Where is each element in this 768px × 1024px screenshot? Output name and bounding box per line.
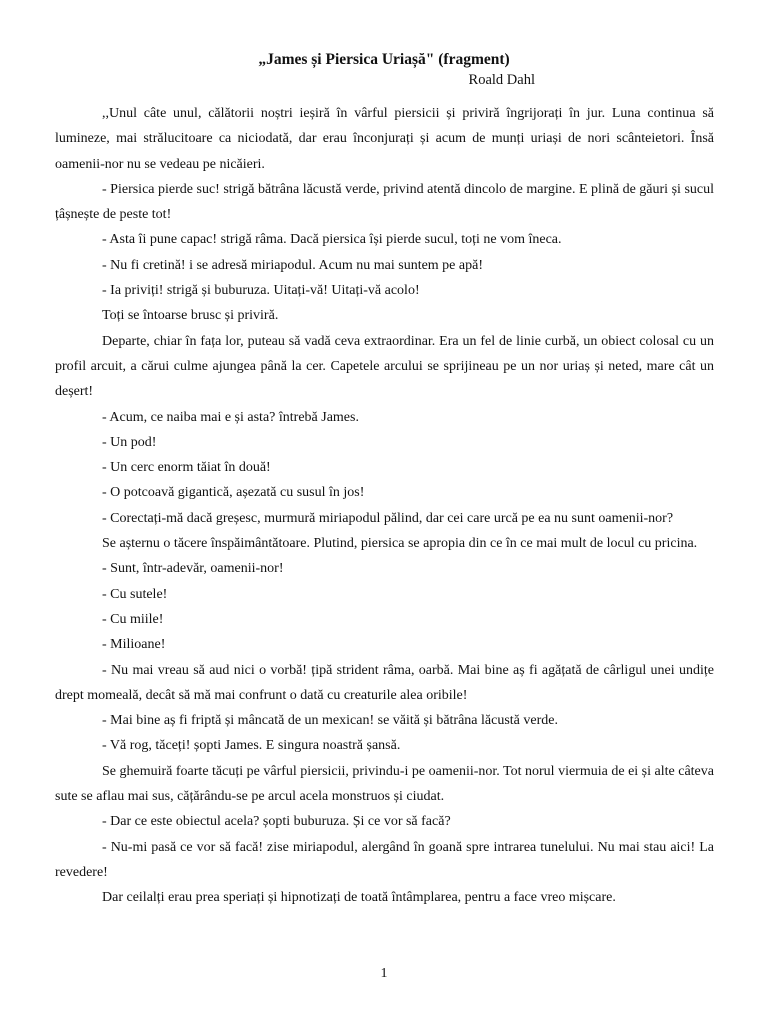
- paragraph: - Un pod!: [102, 434, 157, 450]
- paragraph: - Corectați-mă dacă greșesc, murmură miriapodul pălind, dar cei care urcă pe ea nu sunt oamenii-nor?: [102, 510, 674, 526]
- paragraph: - Dar ce este obiectul acela? șopti buburuza. Și ce vor să facă?: [102, 814, 451, 830]
- paragraph: - Nu mai vreau să aud nici o vorbă! țipă strident râma, oarbă. Mai bine aș fi agățată de cârligul unei undițe drept momeală, decât să mă mai confrunt o dată cu creaturile alea oribile!: [55, 662, 714, 703]
- author-name: Roald Dahl: [468, 72, 535, 88]
- paragraph: - Un cerc enorm tăiat în două!: [102, 460, 271, 476]
- paragraph: - Sunt, într-adevăr, oamenii-nor!: [102, 561, 284, 577]
- document-title: „James și Piersica Uriașă" (fragment): [258, 51, 510, 68]
- paragraph: Toți se întoarse brusc și priviră.: [102, 308, 279, 324]
- paragraph: Dar ceilalți erau prea speriați și hipnotizați de toată întâmplarea, pentru a face vreo mișcare.: [102, 890, 616, 906]
- paragraph: Se ghemuiră foarte tăcuți pe vârful piersicii, privindu-i pe oamenii-nor. Tot norul viermuia de ei și alte câteva sute se aflau mai sus, cățărându-se pe arcul acela monstruos și ciudat.: [55, 763, 714, 805]
- paragraph: - Piersica pierde suc! strigă bătrâna lăcustă verde, privind atentă dincolo de margine. E plină de găuri și sucul țâșnește de peste tot!: [55, 181, 714, 223]
- paragraph: ,,Unul câte unul, călătorii noștri ieșiră în vârful piersicii și priviră îngrijorați în jur. Luna continua să lumineze, mai strălucitoare ca niciodată, dar erau înconjurați și acum de munți uriași de nori scânteietori. Însă oamenii-nor nu se vedeau pe nicăieri.: [55, 106, 714, 172]
- page-number: 1: [380, 966, 388, 981]
- paragraph: - Cu sutele!: [102, 586, 168, 602]
- document-body: [55, 101, 714, 911]
- paragraph: - Milioane!: [102, 637, 166, 653]
- paragraph: - Asta îi pune capac! strigă râma. Dacă piersica își pierde sucul, toți ne vom îneca.: [102, 232, 562, 248]
- paragraph: Se așternu o tăcere înspăimântătoare. Plutind, piersica se apropia din ce în ce mai mult de locul cu pricina.: [102, 536, 698, 552]
- paragraph: - Acum, ce naiba mai e și asta? întrebă James.: [102, 409, 359, 425]
- paragraph: Departe, chiar în fața lor, puteau să vadă ceva extraordinar. Era un fel de linie curbă, un obiect colosal cu un profil arcuit, a cărui culme ajungea până la cer. Capetele arcului se sprijineau pe un nor uriaș și neted, mare cât un deșert!: [55, 333, 714, 400]
- paragraph: - O potcoavă gigantică, așezată cu susul în jos!: [102, 485, 365, 501]
- paragraph: - Mai bine aș fi friptă și mâncată de un mexican! se văită și bătrâna lăcustă verde.: [102, 713, 558, 729]
- paragraph: - Vă rog, tăceți! șopti James. E singura noastră șansă.: [102, 738, 401, 754]
- paragraph: - Nu fi cretină! i se adresă miriapodul. Acum nu mai suntem pe apă!: [102, 257, 483, 273]
- paragraph: - Ia priviți! strigă și buburuza. Uitați-vă! Uitați-vă acolo!: [102, 283, 420, 299]
- paragraph: - Nu-mi pasă ce vor să facă! zise miriapodul, alergând în goană spre intrarea tunelului. Nu mai stau aici! La revedere!: [55, 839, 714, 880]
- paragraph: - Cu miile!: [102, 611, 164, 627]
